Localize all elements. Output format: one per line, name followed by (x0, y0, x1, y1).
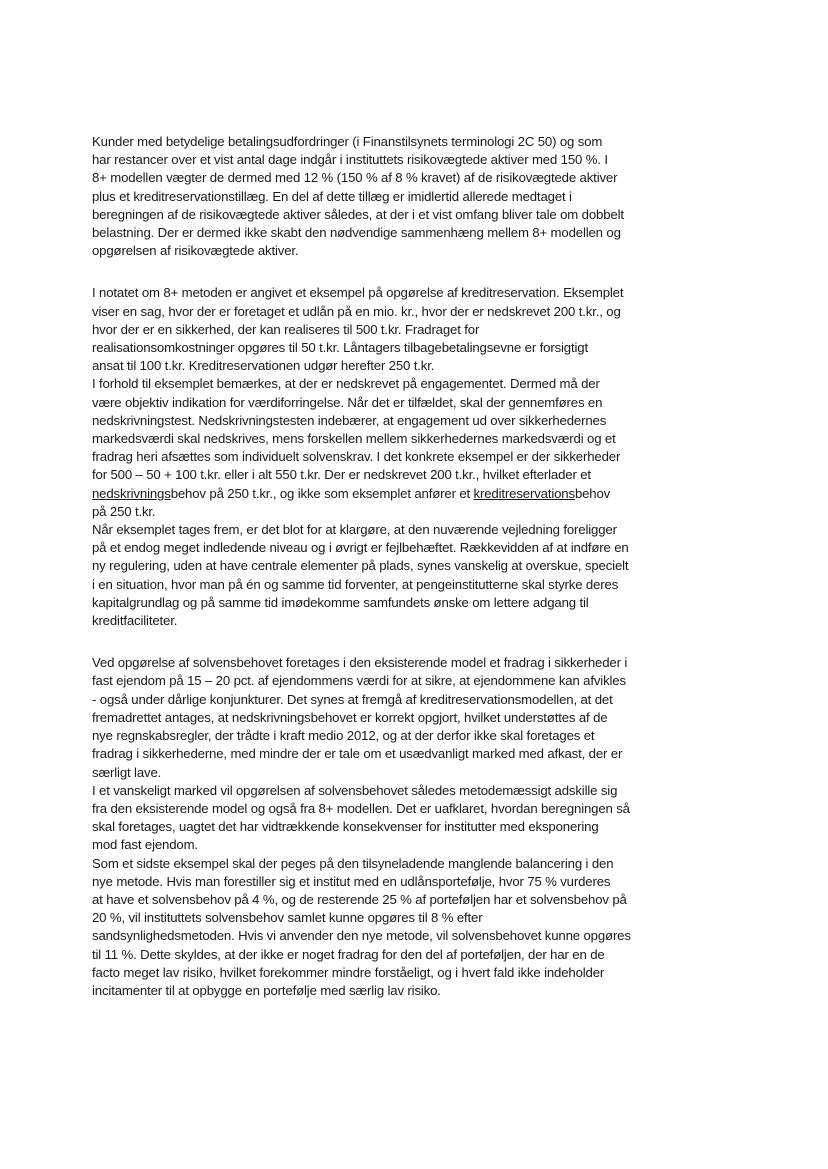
text-line: viser en sag, hvor der er foretaget et udlån på en mio. kr., hvor der er nedskrevet 200 t.kr., og (92, 303, 621, 319)
text-line: Når eksemplet tages frem, er det blot for at klargøre, at den nuværende vejledning foreligger (92, 522, 617, 538)
text-segment: behov (574, 485, 611, 501)
text-line: i en situation, hvor man på én og samme tid forventer, at pengeinstitutterne skal styrke deres (92, 576, 619, 592)
text-line: Som et sidste eksempel skal der peges på den tilsyneladende manglende balancering i den (92, 855, 614, 871)
text-line: sandsynlighedsmetoden. Hvis vi anvender den nye metode, vil solvensbehovet kunne opgøres (92, 928, 631, 944)
text-line: opgørelsen af risikovægtede aktiver. (92, 243, 299, 259)
text-line: at have et solvensbehov på 4 %, og de resterende 25 % af porteføljen har et solvensbehov på (92, 891, 627, 907)
text-line: på 250 t.kr. (92, 503, 156, 519)
document-body (92, 133, 728, 1024)
text-segment: behov på 250 t.kr., og ikke som eksemplet anfører et (170, 485, 474, 501)
text-line: markedsværdi skal nedskrives, mens forskellen mellem sikkerhedernes markedsværdi og et (92, 431, 616, 447)
text-line: beregningen af de risikovægtede aktiver således, at der i et vist omfang bliver tale om dobbelt (92, 206, 624, 222)
text-line: til 11 %. Dette skyldes, at der ikke er noget fradrag for den del af porteføljen, der har en de (92, 946, 605, 962)
text-line: facto meget lav risiko, hvilket forekommer mindre forståeligt, og i hvert fald ikke indeholder (92, 964, 605, 980)
text-line: incitamenter til at opbygge en portefølje med særlig lav risiko. (92, 982, 441, 998)
text-line: på et endog meget indledende niveau og i øvrigt er fejlbehæftet. Rækkevidden af at indføre en (92, 540, 629, 556)
text-line: ny regulering, uden at have centrale elementer på plads, synes vanskelig at overskue, specielt (92, 558, 629, 574)
text-line: nedskrivningstest. Nedskrivningstesten indebærer, at engagement ud over sikkerhedernes (92, 412, 607, 428)
text-line: for 500 – 50 + 100 t.kr. eller i alt 550 t.kr. Der er nedskrevet 200 t.kr., hvilket efterlader et (92, 467, 591, 483)
text-line: 20 %, vil instituttets solvensbehov samlet kunne opgøres til 8 % efter (92, 910, 483, 926)
text-line: særligt lave. (92, 764, 162, 780)
text-line: I et vanskeligt marked vil opgørelsen af solvensbehovet således metodemæssigt adskille sig (92, 782, 618, 798)
text-line: har restancer over et vist antal dage indgår i instituttets risikovægtede aktiver med 150 %. I (92, 152, 608, 168)
text-line-underlined (92, 485, 728, 503)
text-line: fradrag heri afsættes som individuelt solvenskrav. I det konkrete eksempel er der sikkerheder (92, 449, 621, 465)
text-line: kapitalgrundlag og på samme tid imødekomme samfundets ønske om lettere adgang til (92, 594, 589, 610)
paragraph-3 (92, 654, 728, 1000)
text-line: fradrag i sikkerhederne, med mindre der er tale om et usædvanligt marked med afkast, der er (92, 746, 623, 762)
text-line: I notatet om 8+ metoden er angivet et eksempel på opgørelse af kreditreservation. Eksemplet (92, 285, 624, 301)
text-line: fra den eksisterende model og også fra 8+ modellen. Det er uafklaret, hvordan beregningen så (92, 800, 630, 816)
underlined-term: kreditreservations (473, 485, 575, 501)
text-line: 8+ modellen vægter de dermed med 12 % (150 % af 8 % kravet) af de risikovægtede aktiver (92, 170, 618, 186)
text-line: være objektiv indikation for værdiforringelse. Når det er tilfældet, skal der gennemføres en (92, 394, 603, 410)
text-line: I forhold til eksemplet bemærkes, at der er nedskrevet på engagementet. Dermed må der (92, 376, 600, 392)
text-line: belastning. Der er dermed ikke skabt den nødvendige sammenhæng mellem 8+ modellen og (92, 225, 621, 241)
paragraph-2 (92, 284, 728, 630)
text-line: realisationsomkostninger opgøres til 50 t.kr. Låntagers tilbagebetalingsevne er forsigtigt (92, 340, 588, 356)
underlined-term: nedskrivnings (92, 485, 171, 501)
text-line: skal foretages, uagtet det har vidtrækkende konsekvenser for institutter med eksponering (92, 819, 599, 835)
text-line: fremadrettet antages, at nedskrivningsbehovet er korrekt opgjort, hvilket understøttes af de (92, 709, 608, 725)
text-line: hvor der er en sikkerhed, der kan realiseres til 500 t.kr. Fradraget for (92, 321, 480, 337)
text-line: - også under dårlige konjunkturer. Det synes at fremgå af kreditreservationsmodellen, at det (92, 691, 613, 707)
text-line: plus et kreditreservationstillæg. En del af dette tillæg er imidlertid allerede medtaget i (92, 188, 572, 204)
text-line: Kunder med betydelige betalingsudfordringer (i Finanstilsynets terminologi 2C 50) og som (92, 134, 603, 149)
text-line: kreditfaciliteter. (92, 613, 178, 629)
text-line: nye regnskabsregler, der trådte i kraft medio 2012, og at der derfor ikke skal foretages et (92, 728, 595, 744)
text-line: ansat til 100 t.kr. Kreditreservationen udgør herefter 250 t.kr. (92, 358, 435, 374)
paragraph-1 (92, 133, 728, 260)
text-line: Ved opgørelse af solvensbehovet foretages i den eksisterende model et fradrag i sikkerheder i (92, 655, 628, 671)
text-line: fast ejendom på 15 – 20 pct. af ejendommens værdi for at sikre, at ejendommene kan afvikles (92, 673, 626, 689)
text-line: mod fast ejendom. (92, 837, 198, 853)
text-line: nye metode. Hvis man forestiller sig et institut med en udlånsportefølje, hvor 75 % vurderes (92, 873, 611, 889)
